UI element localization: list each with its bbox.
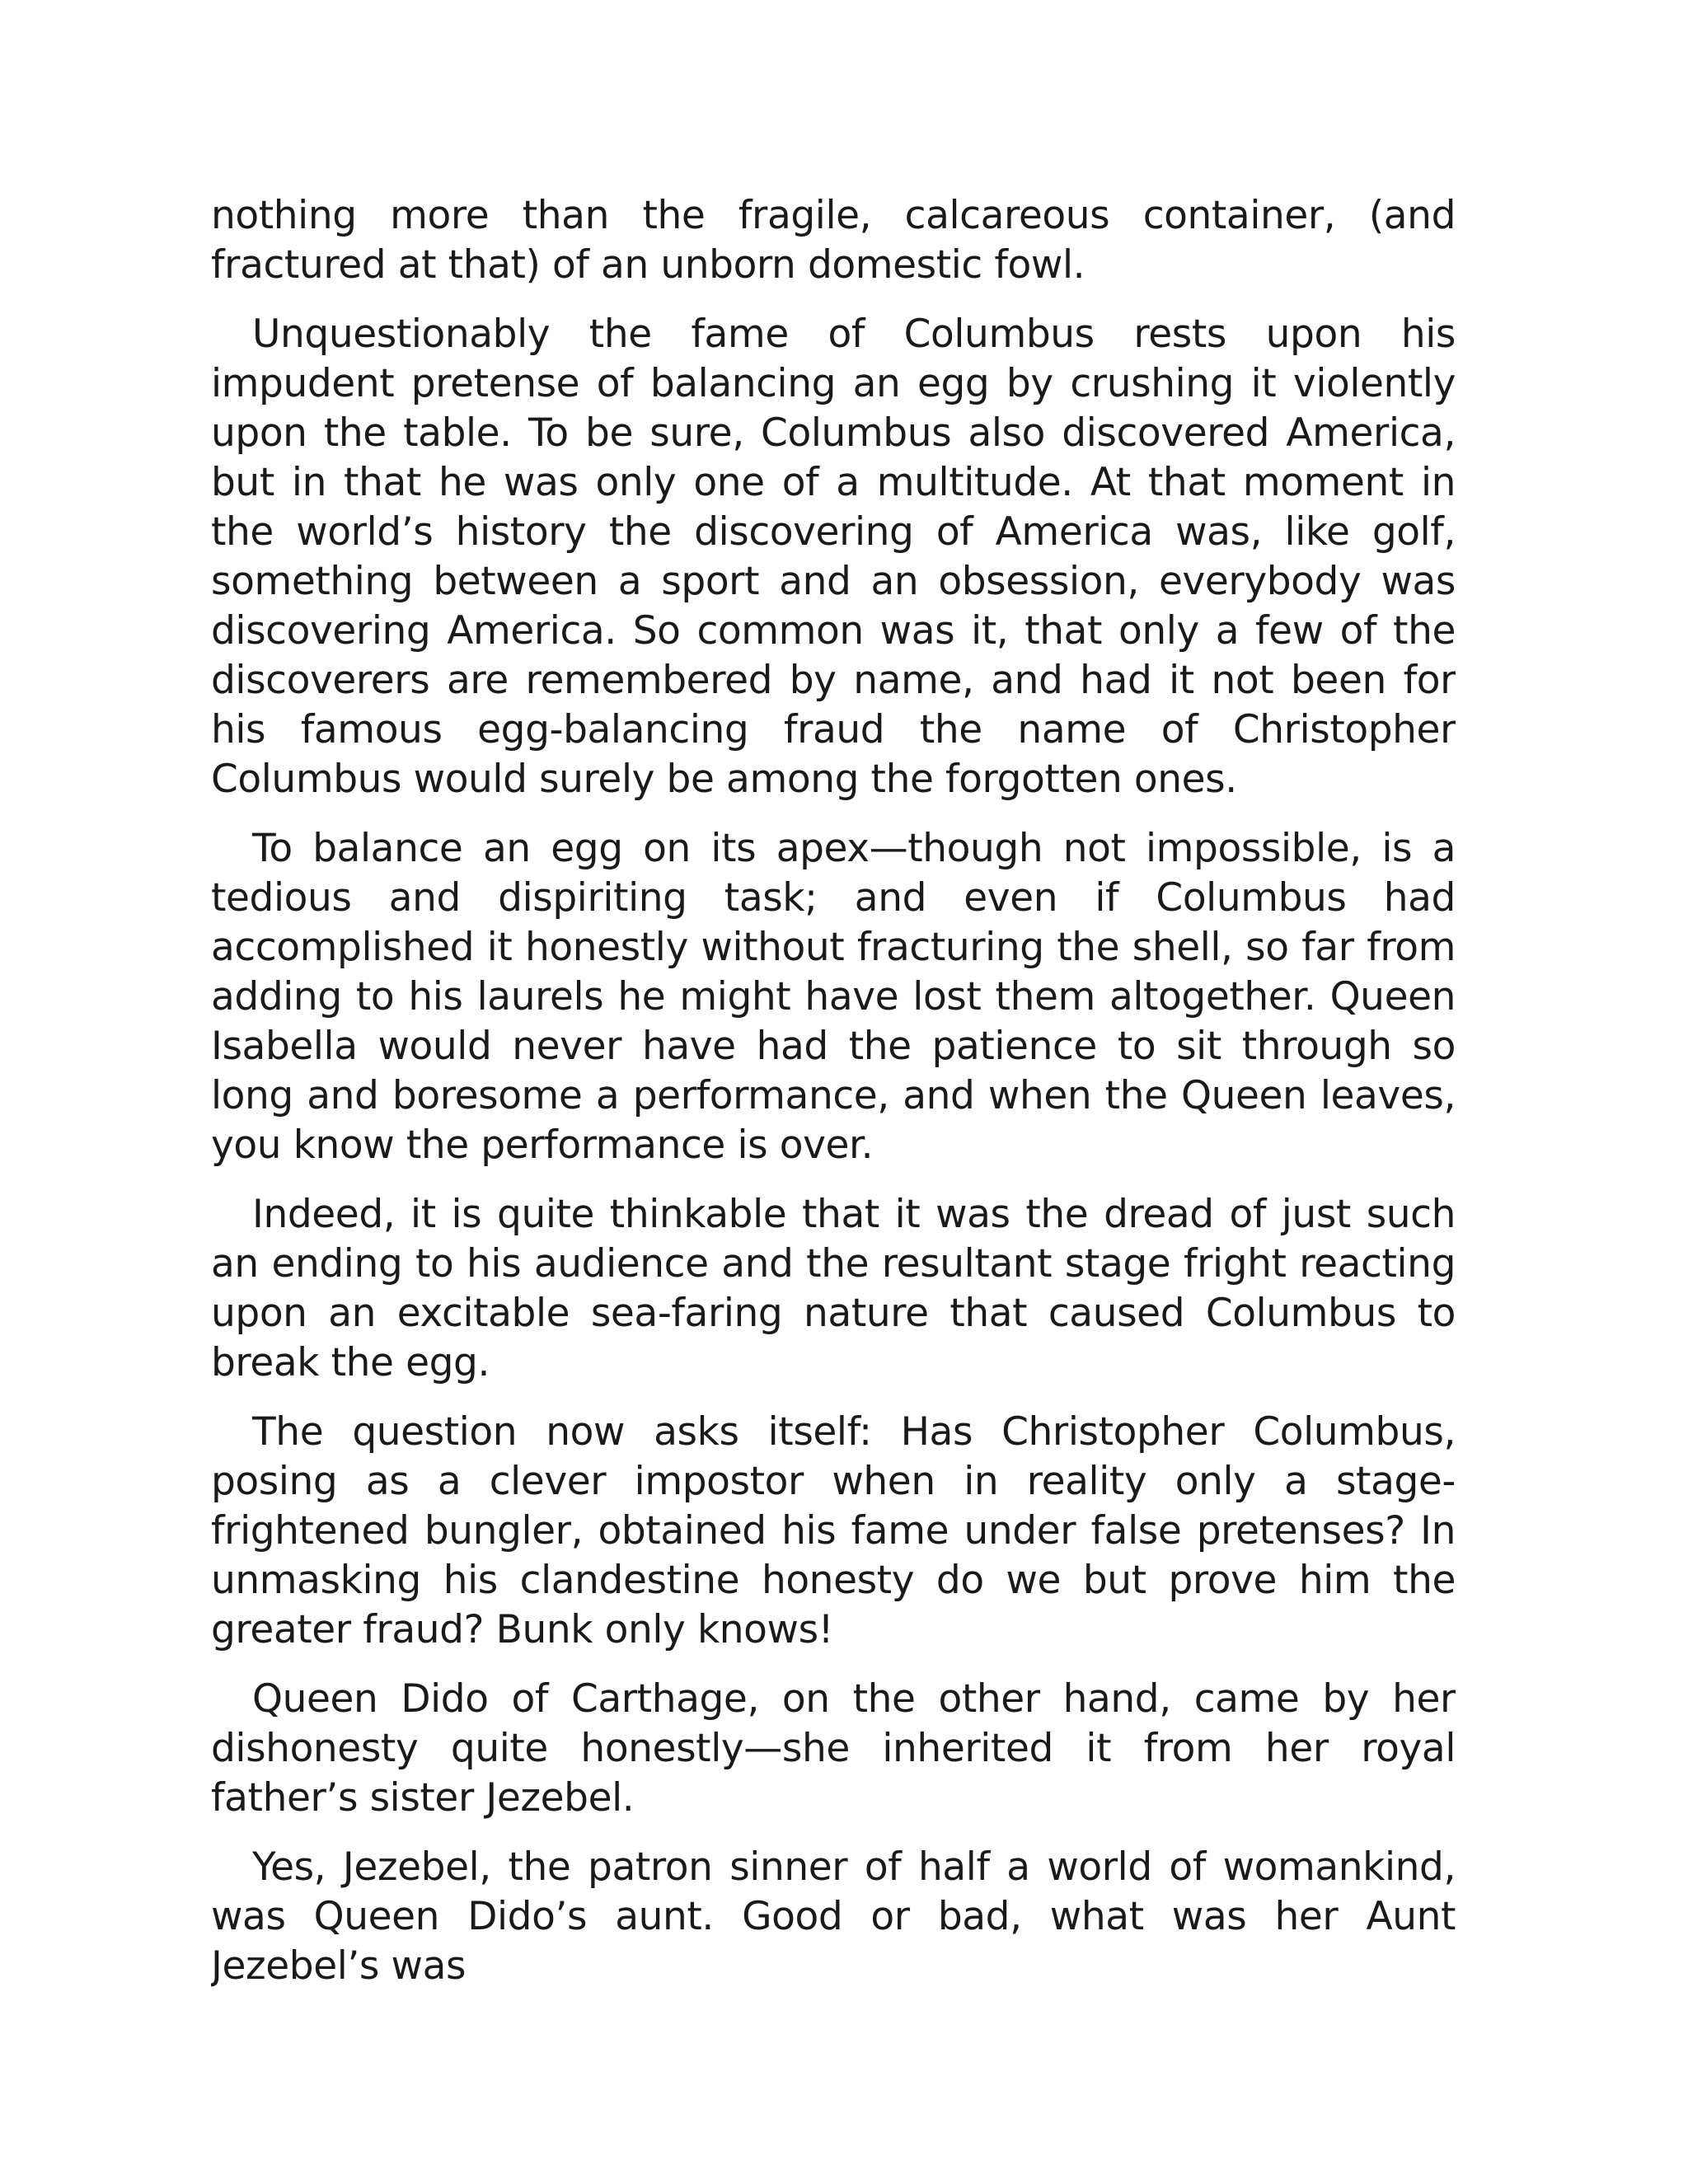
paragraph-2: Unquestionably the fame of Columbus rests upon his impudent pretense of balancing an egg by crushing it violently upon the table. To be sure, Columbus also discovered America, but in that he was only one of a multitude. At that moment in the world’s history the discovering of America was, like golf, something between a sport and an obsession, everybody was discovering America. So common was it, that only a few of the discoverers are remembered by name, and had it not been for his famous egg-balancing fraud the name of Christopher Columbus would surely be among the forgotten ones. xyxy=(211,312,1456,802)
paragraph-3: To balance an egg on its apex—though not impossible, is a tedious and dispiriting task; and even if Columbus had accomplished it honestly without fracturing the shell, so far from adding to his laurels he might have lost them altogether. Queen Isabella would never have had the patience to sit through so long and boresome a performance, and when the Queen leaves, you know the performance is over. xyxy=(211,826,1456,1168)
paragraph-7: Yes, Jezebel, the patron sinner of half a world of womankind, was Queen Dido’s aunt. Good or bad, what was her Aunt Jezebel’s was xyxy=(211,1844,1456,1989)
paragraph-4: Indeed, it is quite thinkable that it was the dread of just such an ending to his audience and the resultant stage fright reacting upon an excitable sea-faring nature that caused Columbus to break the egg. xyxy=(211,1192,1456,1385)
paragraph-6: Queen Dido of Carthage, on the other hand, came by her dishonesty quite honestly—she inherited it from her royal father’s sister Jezebel. xyxy=(211,1676,1456,1821)
paragraph-5: The question now asks itself: Has Christopher Columbus, posing as a clever impostor when in reality only a stage-frightened bungler, obtained his fame under false pretenses? In unmasking his clandestine honesty do we but prove him the greater fraud? Bunk only knows! xyxy=(211,1409,1456,1652)
paragraph-1: nothing more than the fragile, calcareous container, (and fractured at that) of an unborn domestic fowl. xyxy=(211,193,1456,288)
document-page xyxy=(211,191,1456,2004)
